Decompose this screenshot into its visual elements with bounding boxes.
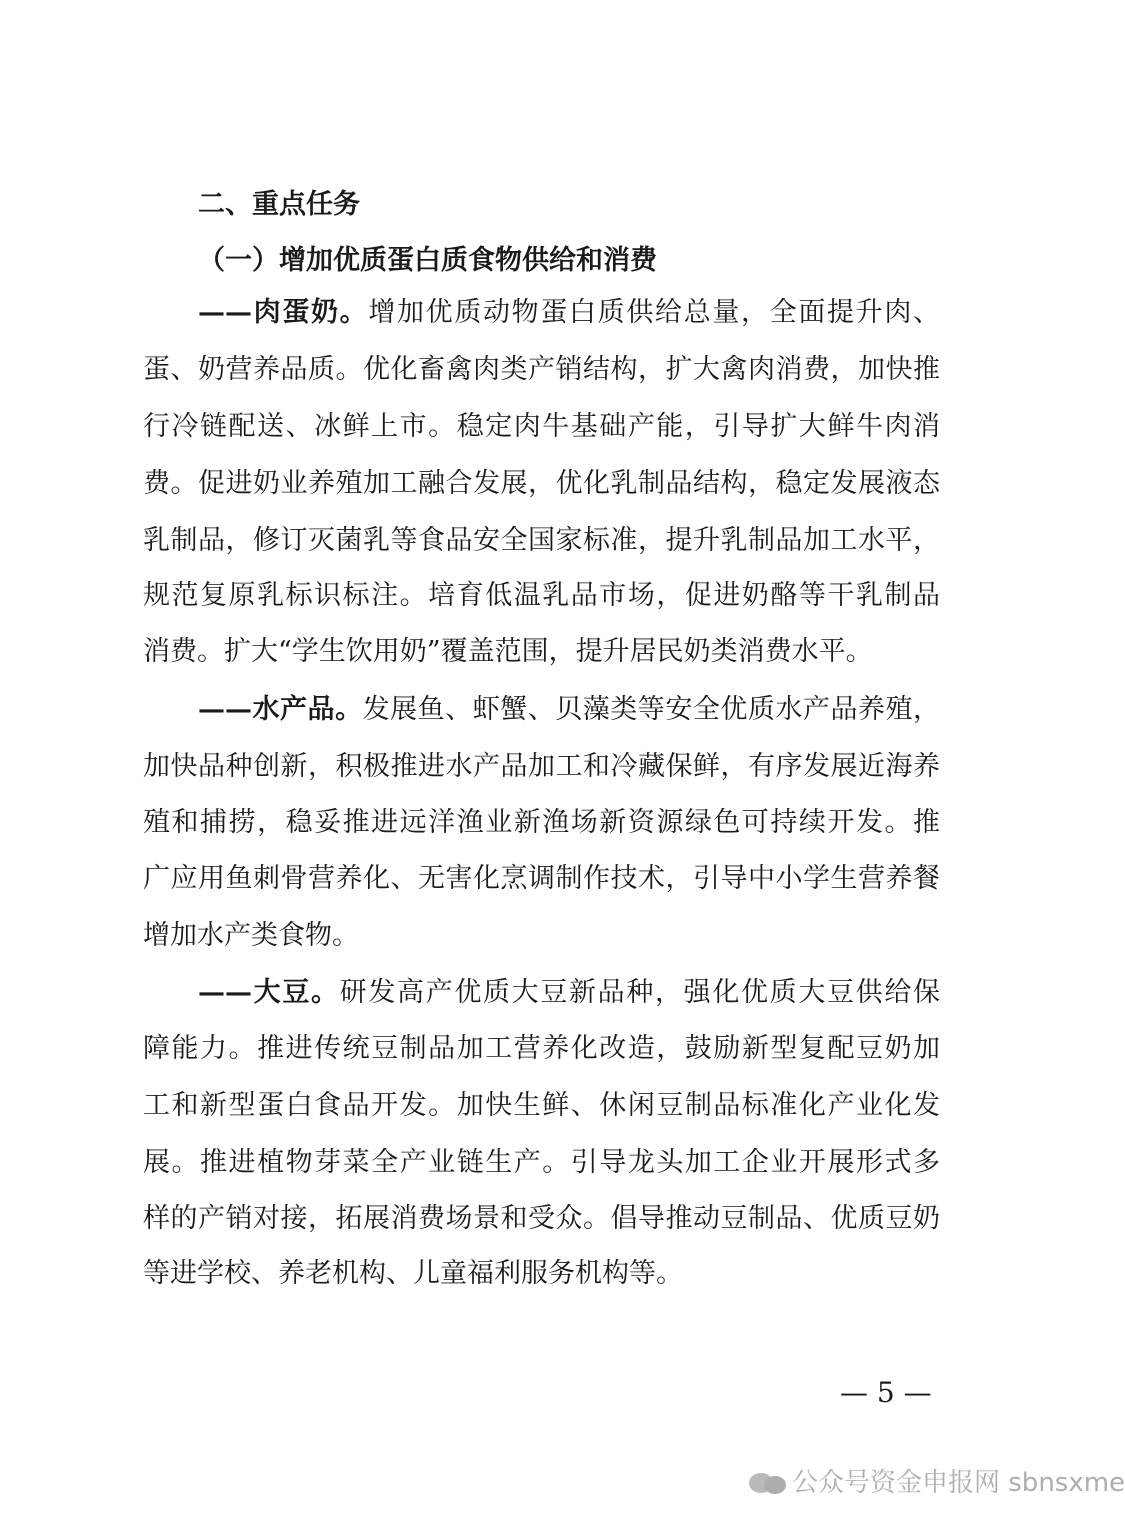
- paragraph-line: 加快品种创新，积极推进水产品加工和冷藏保鲜，有序发展近海养: [143, 751, 940, 782]
- paragraph-line: 殖和捕捞，稳妥推进远洋渔业新渔场新资源绿色可持续开发。推: [143, 807, 940, 838]
- wechat-icon: [748, 1472, 788, 1496]
- paragraph-lead: ——肉蛋奶。: [198, 297, 369, 328]
- paragraph-lead: ——水产品。: [198, 694, 363, 725]
- paragraph-line: 消费。扩大“学生饮用奶”覆盖范围，提升居民奶类消费水平。: [143, 636, 873, 667]
- paragraph-line: 行冷链配送、冰鲜上市。稳定肉牛基础产能，引导扩大鲜牛肉消: [143, 411, 940, 442]
- page-number: — 5 —: [840, 1376, 932, 1409]
- paragraph-line: 障能力。推进传统豆制品加工营养化改造，鼓励新型复配豆奶加: [143, 1033, 940, 1064]
- paragraph-line: 乳制品，修订灭菌乳等食品安全国家标准，提升乳制品加工水平，: [143, 525, 940, 556]
- paragraph-line: 蛋、奶营养品质。优化畜禽肉类产销结构，扩大禽肉消费，加快推: [143, 354, 940, 385]
- paragraph-line: 广应用鱼刺骨营养化、无害化烹调制作技术，引导中小学生营养餐: [143, 863, 940, 894]
- paragraph-line: [198, 295, 940, 331]
- paragraph-line: 样的产销对接，拓展消费场景和受众。倡导推动豆制品、优质豆奶: [143, 1203, 940, 1234]
- paragraph-line: 工和新型蛋白食品开发。加快生鲜、休闲豆制品标准化产业化发: [143, 1090, 940, 1121]
- paragraph-line: 等进学校、养老机构、儿童福利服务机构等。: [143, 1258, 683, 1289]
- paragraph-text: 发展鱼、虾蟹、贝藻类等安全优质水产品养殖，: [362, 694, 941, 725]
- watermark-text: 公众号资金申报网 sbnsxme: [792, 1468, 1125, 1498]
- section-heading: 二、重点任务: [198, 189, 360, 220]
- paragraph-text: 研发高产优质大豆新品种，强化优质大豆供给保: [339, 977, 941, 1008]
- paragraph-line: [198, 692, 940, 728]
- paragraph-line: 费。促进奶业养殖加工融合发展，优化乳制品结构，稳定发展液态: [143, 468, 940, 499]
- watermark: [748, 1462, 1125, 1499]
- paragraph-line: 展。推进植物芽菜全产业链生产。引导龙头加工企业开展形式多: [143, 1147, 940, 1178]
- subsection-heading: （一）增加优质蛋白质食物供给和消费: [198, 245, 657, 276]
- paragraph-text: 增加优质动物蛋白质供给总量，全面提升肉、: [368, 297, 941, 328]
- paragraph-line: [198, 975, 940, 1011]
- paragraph-line: 增加水产类食物。: [143, 920, 359, 951]
- paragraph-line: 规范复原乳标识标注。培育低温乳品市场，促进奶酪等干乳制品: [143, 580, 940, 611]
- paragraph-lead: ——大豆。: [198, 977, 340, 1008]
